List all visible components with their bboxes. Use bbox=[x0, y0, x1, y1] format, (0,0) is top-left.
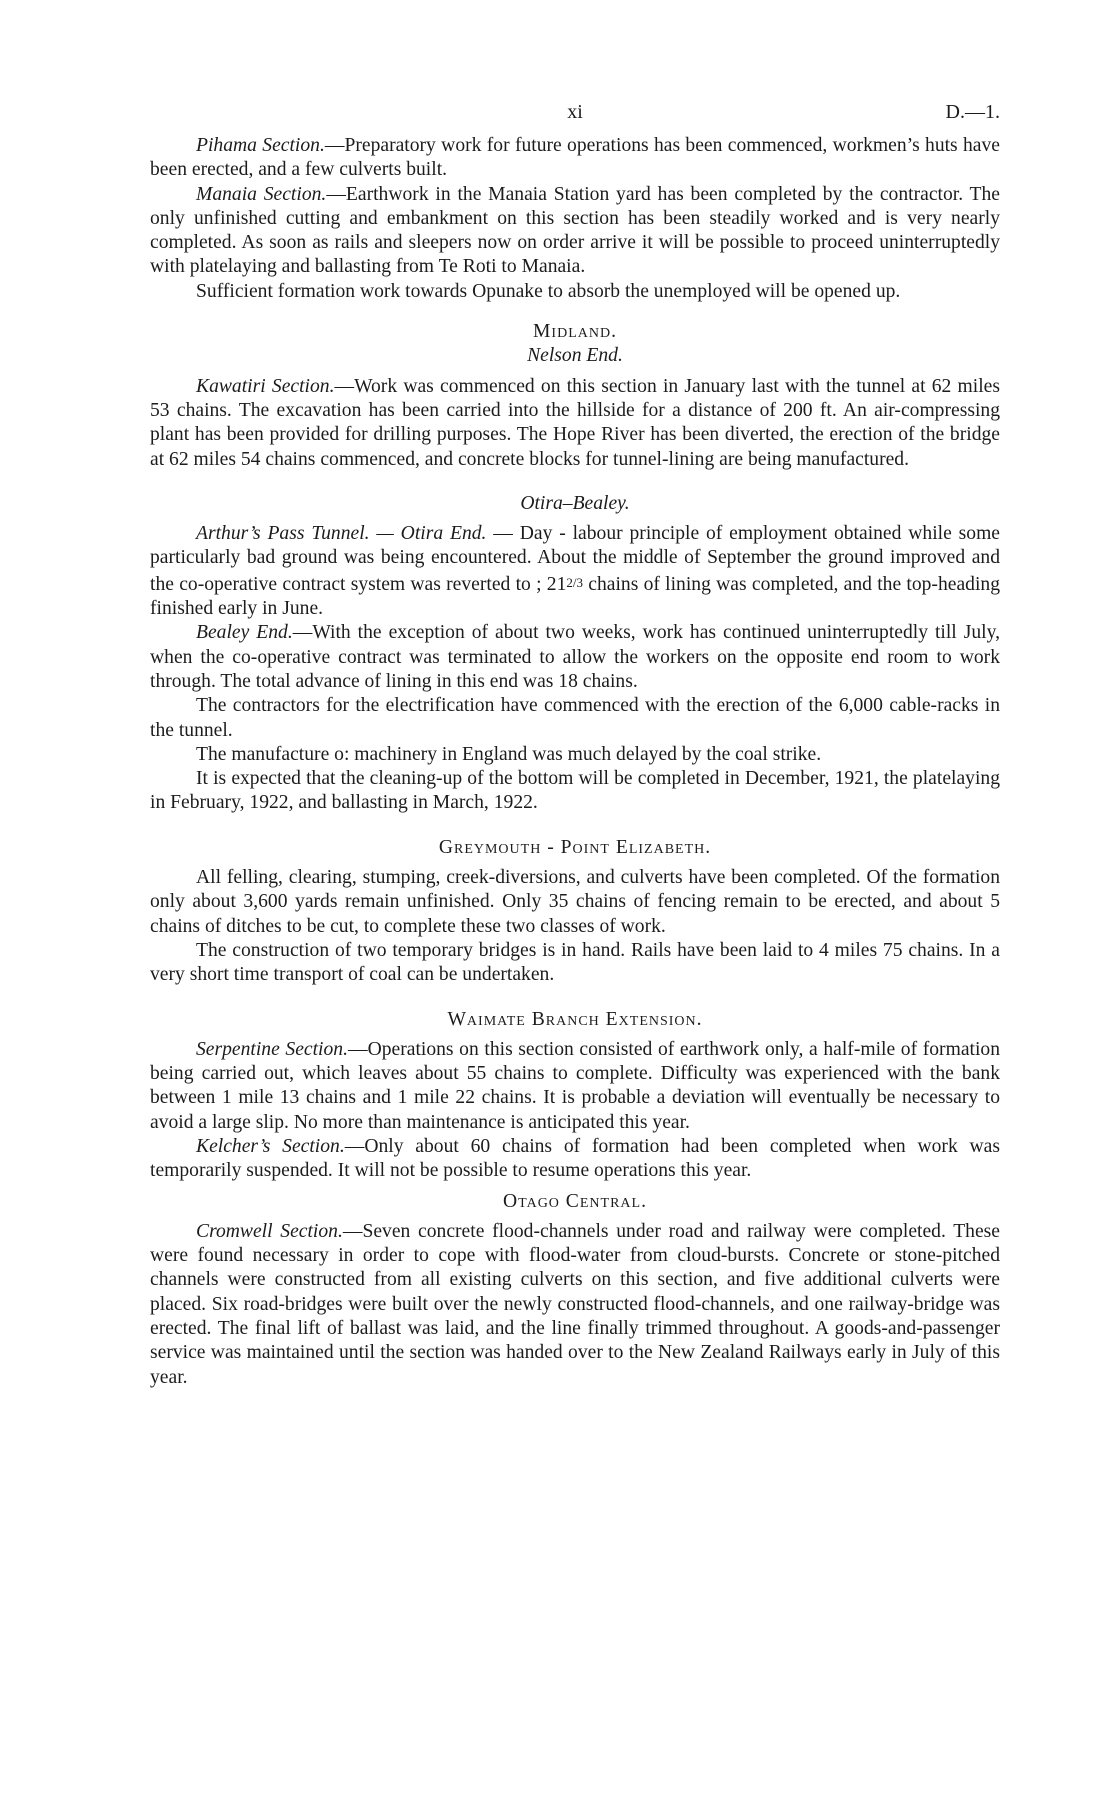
otira-bealey-subheading: Otira–Bealey. bbox=[520, 492, 630, 514]
page-header bbox=[150, 100, 1000, 134]
opunake-paragraph: Sufficient formation work towards Opunake to absorb the unemployed will be opened up. bbox=[196, 280, 901, 302]
document-page bbox=[150, 100, 1000, 1390]
manaia-paragraph bbox=[150, 183, 1000, 280]
serpentine-title: Serpentine Section. bbox=[196, 1038, 348, 1060]
arthurs-pass-text-before: — Day - labour principle of employment obtained while some particularly bad ground was being encountered. About the middle of September the ground improved and the co-operative contract system was reverted to ; 21 bbox=[150, 523, 1001, 595]
expected-completion-paragraph: It is expected that the cleaning-up of the bottom will be completed in December, 1921, the platelaying in February, 1922, and ballasting in March, 1922. bbox=[150, 768, 1000, 814]
kawatiri-title: Kawatiri Section. bbox=[196, 375, 335, 397]
nelson-end-subheading: Nelson End. bbox=[527, 345, 623, 367]
pihama-paragraph bbox=[150, 134, 1000, 183]
bealey-end-text: —With the exception of about two weeks, work has continued uninterruptedly till July, when the co-operative contract was terminated to allow the workers on the opposite end room to work through. The total advance of lining in this end was 18 chains. bbox=[150, 622, 1000, 692]
kawatiri-text: —Work was commenced on this section in January last with the tunnel at 62 miles 53 chains. The excavation has been carried into the hillside for a distance of 200 ft. An air-compressing plant has been provided for drilling purposes. The Hope River has been diverted, the erection of the bridge at 62 miles 54 chains commenced, and concrete blocks for tunnel-lining are being manufactured. bbox=[150, 375, 1001, 470]
machinery-paragraph: The manufacture o: machinery in England was much delayed by the coal strike. bbox=[196, 743, 822, 765]
arthurs-pass-paragraph bbox=[150, 522, 1000, 621]
kawatiri-paragraph bbox=[150, 375, 1000, 472]
kelcher-paragraph bbox=[150, 1135, 1000, 1184]
arthurs-pass-text-after: chains of lining was completed, and the top-heading finished early in June. bbox=[150, 573, 1000, 620]
waimate-heading: Waimate Branch Extension. bbox=[447, 1008, 703, 1030]
cromwell-text: —Seven concrete flood-channels under road and railway were completed. These were found necessary in order to cope with flood-water from cloud-bursts. Concrete or stone-pitched channels were constructed from all existing culverts on this section, and five additional culverts were placed. Six road-bridges were built over the newly constructed flood-channels, and one railway-bridge was erected. The final lift of ballast was laid, and the line finally trimmed throughout. A goods-and-passenger service was maintained until the section was handed over to the New Zealand Railways early in July of this year. bbox=[150, 1220, 1000, 1388]
pihama-title: Pihama Section. bbox=[196, 135, 325, 156]
kelcher-title: Kelcher’s Section. bbox=[196, 1135, 345, 1157]
arthurs-pass-title: Arthur’s Pass Tunnel. — Otira End. bbox=[196, 523, 487, 545]
greymouth-heading: Greymouth - Point Elizabeth. bbox=[438, 836, 712, 858]
kelcher-text: —Only about 60 chains of formation had been completed when work was temporarily suspended. It will not be possible to resume operations this year. bbox=[150, 1135, 1001, 1182]
arthurs-pass-fraction: 2/3 bbox=[566, 574, 584, 590]
otago-central-heading: Otago Central. bbox=[503, 1190, 647, 1212]
greymouth-paragraph-2: The construction of two temporary bridges is in hand. Rails have been laid to 4 miles 75 chains. In a very short time transport of coal can be undertaken. bbox=[150, 939, 1000, 986]
serpentine-text: —Operations on this section consisted of earthwork only, a half-mile of formation being carried out, which leaves about 55 chains to complete. Difficulty was experienced with the bank between 1 mile 13 chains and 1 mile 22 chains. It is probable a deviation will eventually be necessary to avoid a large slip. No more than maintenance is anticipated this year. bbox=[150, 1038, 1000, 1133]
electrification-paragraph: The contractors for the electrification have commenced with the erection of the 6,000 cable-racks in the tunnel. bbox=[150, 695, 1000, 741]
cromwell-paragraph bbox=[150, 1220, 1000, 1390]
greymouth-paragraph-1: All felling, clearing, stumping, creek-diversions, and culverts have been completed. Of the formation only about 3,600 yards remain unfinished. Only 35 chains of fencing remain to be erected, and about 5 chains of ditches to be cut, to complete these two classes of work. bbox=[150, 867, 1000, 937]
page-number: xi bbox=[567, 101, 583, 123]
cromwell-title: Cromwell Section. bbox=[196, 1220, 343, 1242]
manaia-title: Manaia Section. bbox=[196, 183, 327, 205]
pihama-text: —Preparatory work for future operations has been commenced, workmen’s huts have been erected, and a few culverts built. bbox=[150, 135, 1000, 181]
serpentine-paragraph bbox=[150, 1038, 1000, 1135]
document-reference: D.—1. bbox=[945, 101, 1000, 123]
bealey-end-paragraph bbox=[150, 621, 1000, 694]
manaia-text: —Earthwork in the Manaia Station yard has been completed by the contractor. The only unfinished cutting and embankment on this section has been steadily worked and is very nearly completed. As soon as rails and sleepers now on order arrive it will be possible to proceed uninterruptedly with platelaying and ballasting from Te Roti to Manaia. bbox=[150, 183, 1001, 278]
midland-heading: Midland. bbox=[533, 321, 617, 343]
bealey-end-title: Bealey End. bbox=[196, 622, 293, 644]
